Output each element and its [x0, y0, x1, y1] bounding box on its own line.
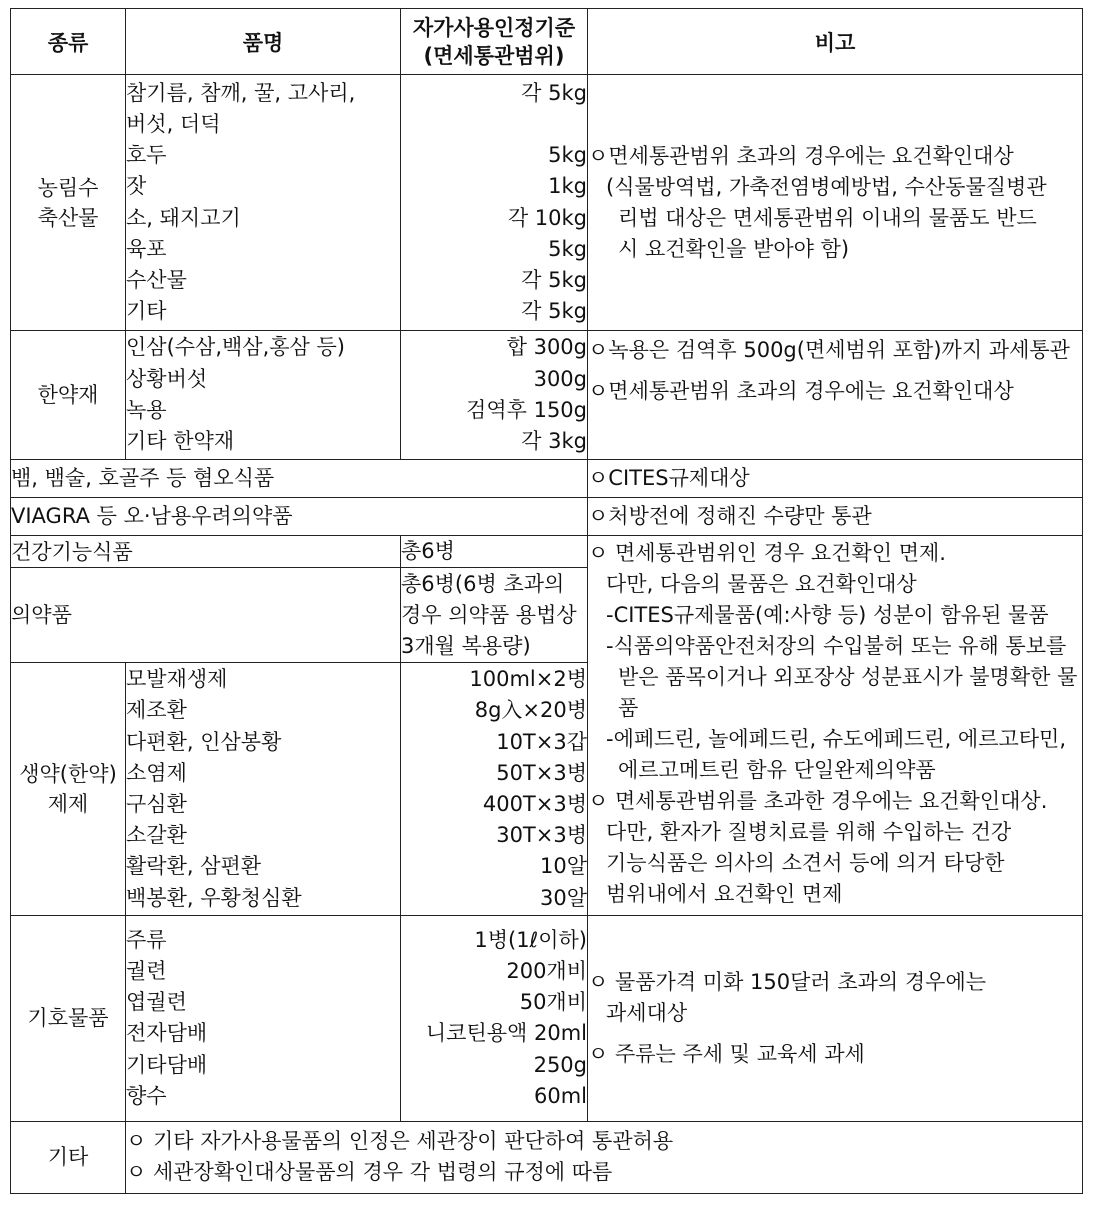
list-item: 소염제 — [126, 760, 187, 785]
standard-value: 각 5kg — [521, 299, 587, 324]
list-item: 궐련 — [126, 958, 167, 983]
herbal-prep-kind-line1: 생약(한약) — [19, 762, 117, 787]
standard-value: 100ml×2병 — [469, 667, 587, 692]
repulsive-remark: ㅇCITES규제대상 — [588, 459, 1083, 497]
viagra-remark: ㅇ처방전에 정해진 수량만 통관 — [588, 497, 1083, 535]
list-item: 구심환 — [126, 792, 187, 817]
standard-value: 니코틴용액 20ml — [425, 1021, 587, 1046]
header-remark: 비고 — [588, 9, 1083, 75]
list-item: 인삼(수삼,백삼,홍삼 등) — [126, 335, 345, 360]
standard-value: 250g — [533, 1052, 587, 1077]
health-label: 건강기능식품 — [11, 536, 401, 568]
list-item: 활락환, 삼편환 — [126, 854, 262, 879]
list-item: 엽궐련 — [126, 990, 187, 1015]
standard-value: 각 10kg — [507, 205, 587, 230]
remark-line: 시 요건확인을 받아야 함) — [618, 236, 850, 261]
remark-line: ㅇ 주류는 주세 및 교육세 과세 — [588, 1041, 865, 1066]
remark-line: ㅇ 면세통관범위를 초과한 경우에는 요건확인대상. — [588, 789, 1048, 814]
repulsive-label: 뱀, 뱀술, 호골주 등 혐오식품 — [11, 459, 588, 497]
luxury-kind: 기호물품 — [11, 916, 126, 1121]
header-standard — [401, 9, 588, 75]
remark-line: 기능식품은 의사의 소견서 등에 의거 타당한 — [606, 851, 1005, 876]
remark-line: ㅇ 물품가격 미화 150달러 초과의 경우에는 — [588, 969, 987, 994]
etc-line: ㅇ 세관장확인대상물품의 경우 각 법령의 규정에 따름 — [126, 1160, 613, 1185]
viagra-label: VIAGRA 등 오·남용우려의약품 — [11, 497, 588, 535]
standard-value: 60ml — [533, 1083, 587, 1108]
remark-line: (식물방역법, 가축전염병예방법, 수산동물질병관 — [606, 174, 1047, 199]
standard-value: 각 5kg — [521, 80, 587, 105]
standard-value: 5kg — [548, 236, 587, 261]
etc-kind: 기타 — [11, 1121, 126, 1194]
remark-line: 다만, 다음의 물품은 요건확인대상 — [606, 572, 917, 597]
list-item: 제조환 — [126, 698, 187, 723]
list-item: 기타 한약재 — [126, 428, 235, 453]
row-health — [11, 536, 1083, 568]
remark-line: ㅇ면세통관범위 초과의 경우에는 요건확인대상 — [588, 143, 1014, 168]
standard-value — [401, 109, 587, 140]
list-item: 버섯, 더덕 — [126, 112, 221, 137]
standard-value: 각 3kg — [521, 428, 587, 453]
standard-line: 총6병(6병 초과의 — [401, 571, 565, 596]
luxury-items — [126, 916, 401, 1121]
agri-kind-line1: 농림수 — [37, 175, 99, 200]
remark-line: ㅇ 면세통관범위인 경우 요건확인 면제. — [588, 541, 946, 566]
standard-value: 10알 — [539, 854, 587, 879]
herbal-prep-kind — [11, 662, 126, 915]
standard-value: 50개비 — [519, 990, 587, 1015]
header-item: 품명 — [126, 9, 401, 75]
list-item: 주류 — [126, 927, 167, 952]
list-item: 호두 — [126, 143, 167, 168]
header-standard-line2: (면세통관범위) — [423, 43, 565, 68]
etc-content — [126, 1121, 1083, 1194]
agri-kind-line2: 축산물 — [37, 205, 99, 230]
list-item: 다편환, 인삼봉황 — [126, 729, 282, 754]
standard-value: 8g入×20병 — [474, 698, 587, 723]
remark-line: ㅇ면세통관범위 초과의 경우에는 요건확인대상 — [588, 378, 1014, 403]
list-item: 기타담배 — [126, 1052, 208, 1077]
list-item: 육포 — [126, 236, 167, 261]
remark-line: 다만, 환자가 질병치료를 위해 수입하는 건강 — [606, 820, 1012, 845]
list-item: 참기름, 참깨, 꿀, 고사리, — [126, 80, 356, 105]
remark-line: 리법 대상은 면세통관범위 이내의 물품도 반드 — [618, 205, 1037, 230]
row-herbal — [11, 330, 1083, 459]
list-item: 백봉환, 우황청심환 — [126, 885, 302, 910]
standard-line: 경우 의약품 용법상 — [401, 602, 577, 627]
standard-value: 200개비 — [506, 958, 587, 983]
remark-line: 에르고메트린 함유 단일완제의약품 — [618, 758, 936, 783]
remark-line: -식품의약품안전처장의 수입불허 또는 유해 통보를 — [606, 634, 1067, 659]
herbal-standards — [401, 330, 588, 459]
herbal-prep-kind-line2: 제제 — [47, 792, 89, 817]
agri-remark — [588, 75, 1083, 331]
row-viagra — [11, 497, 1083, 535]
remark-line: -에페드린, 놀에페드린, 슈도에페드린, 에르고타민, — [606, 727, 1067, 752]
remark-line: ㅇ녹용은 검역후 500g(면세범위 포함)까지 과세통관 — [588, 337, 1070, 362]
shared-remark — [588, 536, 1083, 916]
standard-line: 3개월 복용량) — [401, 633, 531, 658]
list-item: 상황버섯 — [126, 366, 208, 391]
remark-line: 받은 품목이거나 외포장상 성분표시가 불명확한 물품 — [618, 665, 1078, 721]
standard-value: 합 300g — [506, 335, 587, 360]
luxury-remark — [588, 916, 1083, 1121]
row-etc — [11, 1121, 1083, 1194]
remark-line: -CITES규제물품(예:사향 등) 성분이 함유된 물품 — [606, 603, 1049, 628]
herbal-remark — [588, 330, 1083, 459]
etc-line: ㅇ 기타 자가사용물품의 인정은 세관장이 판단하여 통관허용 — [126, 1129, 674, 1154]
herbal-prep-items — [126, 662, 401, 915]
luxury-standards — [401, 916, 588, 1121]
row-luxury — [11, 916, 1083, 1121]
list-item: 소갈환 — [126, 823, 187, 848]
header-kind: 종류 — [11, 9, 126, 75]
row-repulsive — [11, 459, 1083, 497]
list-item: 잣 — [126, 174, 147, 199]
list-item: 기타 — [126, 299, 167, 324]
standard-value: 30T×3병 — [496, 823, 587, 848]
standard-value: 검역후 150g — [466, 397, 587, 422]
list-item: 모발재생제 — [126, 667, 228, 692]
agri-items — [126, 75, 401, 331]
standard-value: 1kg — [548, 174, 587, 199]
list-item: 향수 — [126, 1083, 167, 1108]
medicine-label: 의약품 — [11, 568, 401, 663]
standard-value: 각 5kg — [521, 268, 587, 293]
list-item: 수산물 — [126, 268, 187, 293]
standard-value: 10T×3갑 — [496, 729, 587, 754]
list-item: 소, 돼지고기 — [126, 205, 241, 230]
list-item: 녹용 — [126, 397, 167, 422]
herbal-prep-standards — [401, 662, 588, 915]
herbal-kind: 한약재 — [11, 330, 126, 459]
standard-value: 1병(1ℓ이하) — [474, 927, 587, 952]
import-standards-table — [10, 8, 1083, 1194]
standard-value: 50T×3병 — [496, 760, 587, 785]
agri-standards — [401, 75, 588, 331]
agri-kind — [11, 75, 126, 331]
standard-value: 30알 — [539, 885, 587, 910]
header-row — [11, 9, 1083, 75]
row-agri — [11, 75, 1083, 331]
standard-value: 5kg — [548, 143, 587, 168]
header-standard-line1: 자가사용인정기준 — [412, 15, 576, 40]
standard-value: 400T×3병 — [482, 792, 587, 817]
remark-line: 범위내에서 요건확인 면제 — [606, 882, 843, 907]
remark-line: 과세대상 — [606, 1000, 688, 1025]
medicine-standard — [401, 568, 588, 663]
list-item: 전자담배 — [126, 1021, 208, 1046]
standard-value: 300g — [533, 366, 587, 391]
health-standard: 총6병 — [401, 536, 588, 568]
herbal-items — [126, 330, 401, 459]
